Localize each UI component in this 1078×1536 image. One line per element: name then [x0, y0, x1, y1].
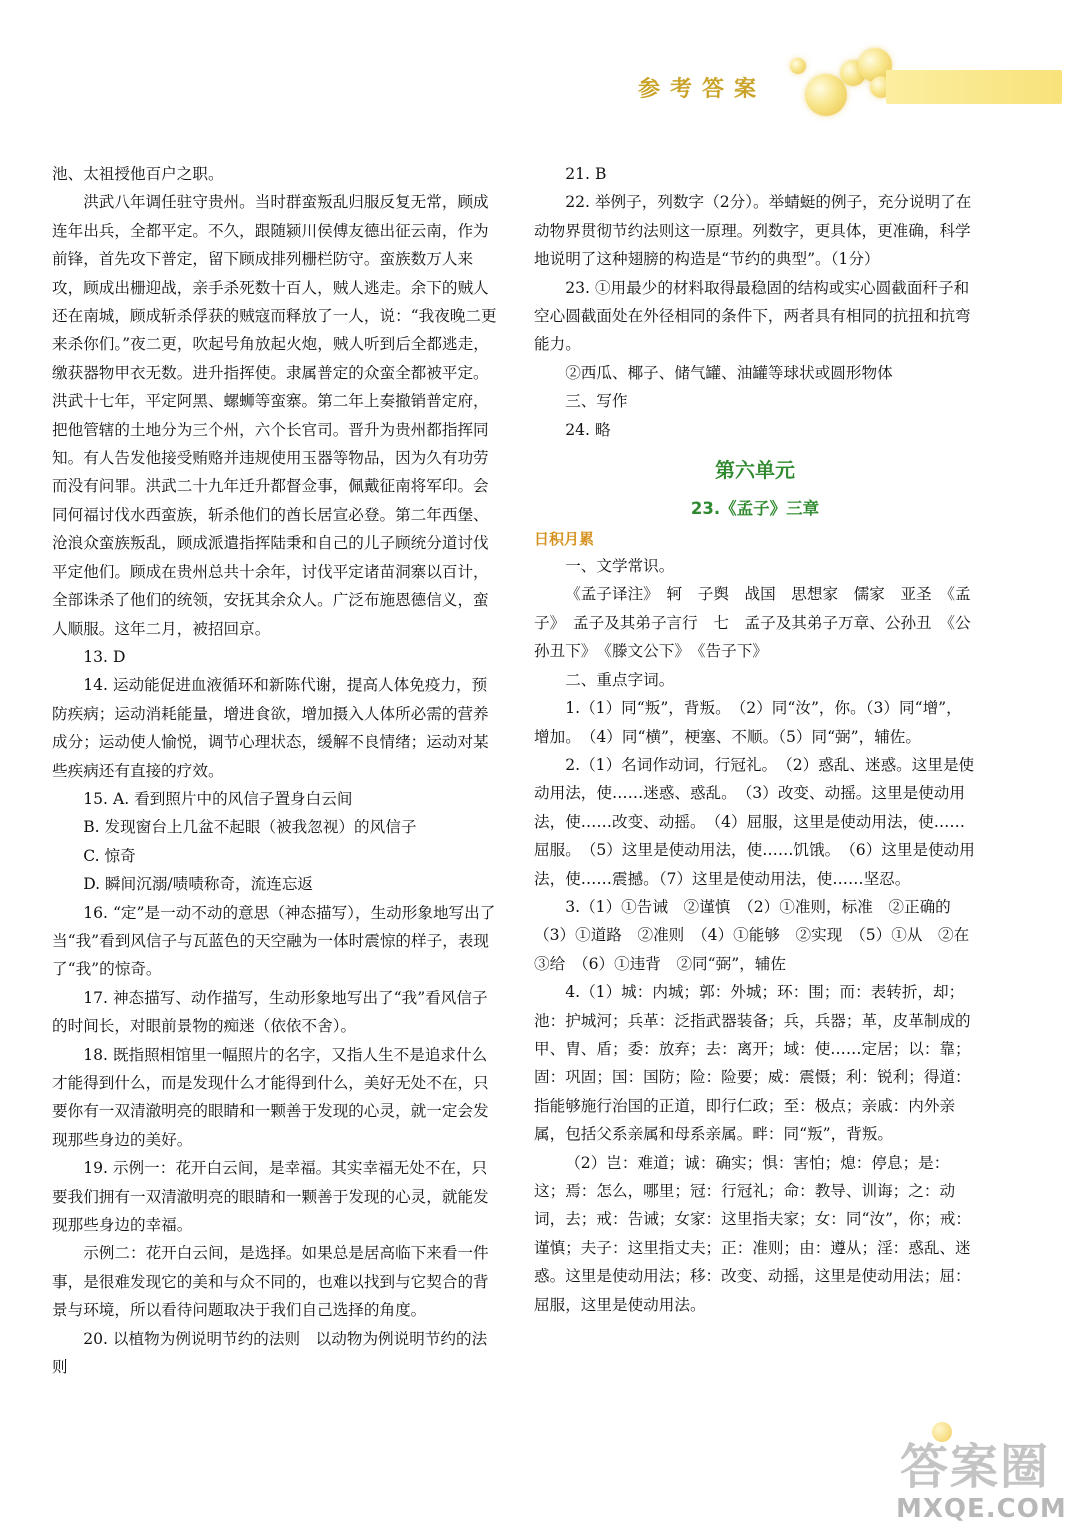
answer-paragraph: 一、文学常识。 [565, 557, 675, 576]
answer-paragraph: （2）岂：难道；诚：确实；惧：害怕；熄：停息；是：这；焉：怎么，哪里；冠：行冠礼；命：教导、训诲；之：动词，去；戒：告诫；女家：这里指夫家；女：同“汝”，你；戒：谨慎；夫子：这里指丈夫；正：准则；由：遵从；淫：惑乱、迷惑。这里是使动用法；移：改变、动摇，这里是使动用法；屈：屈服，这里是使动用法。 [534, 1153, 971, 1314]
answer-paragraph: 池、太祖授他百户之职。 [52, 165, 224, 183]
watermark [892, 1428, 1070, 1532]
answer-paragraph: 19. 示例一：花开白云间，是幸福。其实幸福无处不在，只要我们拥有一双清澈明亮的眼睛和一颗善于发现的心灵，就能发现那些身边的幸福。 [52, 1159, 489, 1235]
answer-paragraph: 22. 举例子，列数字（2分）。举蜻蜓的例子，充分说明了在动物界贯彻节约法则这一原理。列数字，更具体，更准确，科学地说明了这种翅膀的构造是“节约的典型”。（1分） [534, 193, 972, 269]
answer-paragraph: 《孟子译注》 轲 子舆 战国 思想家 儒家 亚圣 《孟子》 孟子及其弟子言行 七 孟子及其弟子万章、公孙丑 《公孙丑下》 《滕文公下》 《告子下》 [534, 585, 971, 661]
header-band [886, 70, 1062, 104]
left-column [52, 160, 500, 1381]
bubble-decoration [790, 58, 806, 74]
answer-paragraph: 24. 略 [565, 420, 611, 439]
answer-paragraph: 23. ①用最少的材料取得最稳固的结构或实心圆截面秆子和空心圆截面处在外径相同的条件下，两者具有相同的抗扭和抗弯能力。 [534, 278, 971, 354]
watermark-site: MXQE.COM [896, 1494, 1067, 1524]
answer-paragraph: 16. “定”是一动不动的意思（神态描写），生动形象地写出了当“我”看到风信子与瓦蓝色的天空融为一体时震惊的样子，表现了“我”的惊奇。 [52, 903, 496, 979]
right-column-top [534, 160, 976, 444]
answer-paragraph: C. 惊奇 [83, 846, 136, 865]
answer-paragraph: 13. D [83, 647, 126, 666]
answer-paragraph: D. 瞬间沉溺/啧啧称奇，流连忘返 [83, 875, 314, 894]
right-column-bottom [534, 552, 985, 1319]
answer-paragraph: 18. 既指照相馆里一幅照片的名字，又指人生不是追求什么才能得到什么，而是发现什么才能得到什么，美好无处不在，只要你有一双清澈明亮的眼睛和一颗善于发现的心灵，就一定会发现那些身边的美好。 [52, 1045, 489, 1149]
bubble-decoration [805, 74, 847, 116]
answer-paragraph: 14. 运动能促进血液循环和新陈代谢，提高人体免疫力，预防疾病；运动消耗能量，增进食欲，增加摄入人体所必需的营养成分；运动使人愉悦，调节心理状态，缓解不良情绪；运动对某些疾病还有直接的疗效。 [52, 676, 489, 780]
answer-paragraph: 3.（1）①告诫 ②谨慎 （2）①准则，标准 ②正确的 （3）①道路 ②准则 （4）①能够 ②实现 （5）①从 ②在 ③给 （6）①违背 ②同“弼”，辅佐 [534, 897, 985, 973]
answer-paragraph: 二、重点字词。 [565, 670, 675, 689]
answer-paragraph: 15. A. 看到照片中的风信子置身白云间 [83, 789, 353, 808]
answer-paragraph: 17. 神态描写、动作描写，生动形象地写出了“我”看风信子的时间长，对眼前景物的痴迷（依依不舍）。 [52, 988, 488, 1036]
answer-paragraph: 2.（1）名词作动词，行冠礼。 （2）惑乱、迷惑。这里是使动用法，使……迷惑、惑乱。 （3）改变、动摇。这里是使动用法，使……改变、动摇。 （4）屈服，这里是使动用法，使……屈服。 （5）这里是使动用法，使……饥饿。 （6）这里是使动用法，使……震撼。（7）这里是使动用法，使……坚忍。 [534, 755, 975, 888]
answer-paragraph: 三、写作 [565, 392, 628, 411]
page-header [0, 0, 1078, 130]
unit-title: 第六单元 [715, 458, 795, 483]
answer-paragraph: 20. 以植物为例说明节约的法则 以动物为例说明节约的法则 [52, 1329, 488, 1377]
answer-paragraph: 示例二：花开白云间，是选择。如果总是居高临下来看一件事，是很难发现它的美和与众不同的，也难以找到与它契合的背景与环境，所以看待问题取决于我们自己选择的角度。 [52, 1244, 489, 1320]
answer-paragraph: ②西瓜、椰子、储气罐、油罐等球状或圆形物体 [565, 363, 893, 382]
header-title: 参考答案 [638, 77, 767, 102]
watermark-logo: 答案圈 [900, 1439, 1051, 1495]
answer-paragraph: B. 发现窗台上几盆不起眼（被我忽视）的风信子 [83, 818, 417, 837]
lesson-title: 23.《孟子》三章 [690, 499, 820, 519]
answer-paragraph: 1.（1）同“叛”，背叛。 （2）同“汝”，你。（3）同“增”，增加。 （4）同“横”，梗塞、不顺。（5）同“弼”，辅佐。 [534, 699, 962, 746]
answer-paragraph: 21. B [565, 165, 607, 183]
right-column [534, 160, 985, 1319]
answer-paragraph: 洪武八年调任驻守贵州。当时群蛮叛乱归服反复无常，顾成连年出兵，全都平定。不久，跟随颍川侯傅友德出征云南，作为前锋，首先攻下普定，留下顾成排列栅栏防守。蛮族数万人来攻，顾成出栅迎战，亲手杀死数十百人，贼人逃走。余下的贼人还在南城，顾成斩杀俘获的贼寇而释放了一人，说：“我夜晚二更来杀你们。”夜二更，吹起号角放起火炮，贼人听到后全都逃走，缴获器物甲衣无数。进升指挥使。隶属普定的众蛮全都被平定。洪武十七年，平定阿黑、螺蛳等蛮寨。第二年上奏撤销普定府，把他管辖的土地分为三个州，六个长官司。晋升为贵州都指挥同知。有人告发他接受贿赂并违规使用玉器等物品，因为久有功劳而没有问罪。洪武二十九年迁升都督佥事，佩戴征南将军印。会同何福讨伐水西蛮族，斩杀他们的酋长居宣必登。第二年西堡、沧浪众蛮族叛乱，顾成派遣指挥陆秉和自己的儿子顾统分道讨伐平定他们。顾成在贵州总共十余年，讨伐平定诸苗洞寨以百计，全部诛杀了他们的统领，安抚其余众人。广泛布施恩德信义，蛮人顺服。这年二月，被招回京。 [52, 193, 497, 638]
section-tag: 日积月累 [534, 530, 595, 549]
answer-paragraph: 4.（1）城：内城；郭：外城；环：围；而：表转折，却；池：护城河；兵革：泛指武器装备；兵，兵器；革，皮革制成的甲、胄、盾；委：放弃；去：离开；域：使……定居；以：靠；固：巩固；国：国防；险：险要；威：震慑；利：锐利；得道：指能够施行治国的正道，即行仁政；至：极点；亲戚：内外亲属，包括父系亲属和母系亲属。畔：同“叛”，背叛。 [534, 983, 971, 1144]
